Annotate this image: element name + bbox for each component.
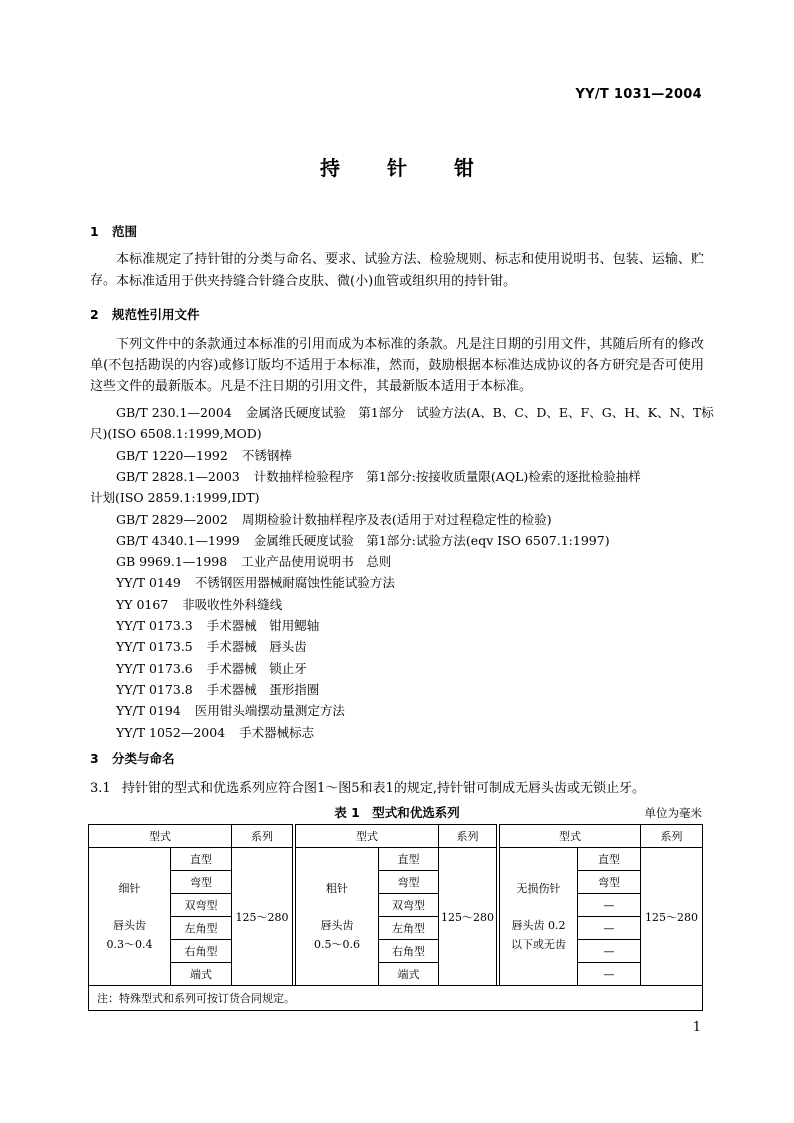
clause-3-1-text: 持针钳的型式和优选系列应符合图1～图5和表1的规定,持针钳可制成无唇头齿或无锁止牙。 [122, 781, 645, 796]
tooth-range: 0.5～0.6 [314, 938, 360, 951]
clause-3-1-number: 3.1 [90, 781, 111, 796]
tooth-label: 唇头齿 0.2 [511, 919, 566, 932]
reference-item [116, 595, 282, 613]
reference-code: GB/T 4340.1—1999 [116, 532, 240, 548]
reference-title: 工业产品使用说明书 总则 [241, 554, 392, 570]
subtype-cell: 右角型 [379, 940, 439, 963]
tooth-label: 唇头齿 [320, 919, 354, 932]
header-series: 系列 [439, 825, 497, 848]
header-series: 系列 [232, 825, 293, 848]
tooth-range: 以下或无齿 [511, 938, 566, 951]
reference-code: YY/T 0173.6 [116, 660, 193, 676]
series-cell: 125～280 [232, 848, 293, 986]
reference-title: 手术器械 钳用鳃轴 [206, 618, 320, 633]
header-type: 型式 [500, 825, 641, 848]
reference-item [116, 637, 307, 655]
reference-item [116, 510, 552, 528]
subtype-cell: 双弯型 [379, 894, 439, 917]
reference-item [116, 659, 307, 677]
reference-code: YY/T 0173.3 [116, 618, 193, 633]
reference-code: YY/T 0173.5 [116, 639, 193, 655]
reference-title: 周期检验计数抽样程序及表(适用于对过程稳定性的检验) [241, 511, 552, 527]
subtype-cell: 左角型 [171, 917, 232, 940]
reference-item [116, 701, 345, 719]
type-series-table [88, 824, 703, 1011]
subtype-cell: 弯型 [578, 871, 641, 894]
reference-item [116, 403, 714, 421]
group-name-cell [296, 848, 379, 986]
subtype-cell: — [578, 917, 641, 940]
header-type: 型式 [89, 825, 232, 848]
subtype-cell: 左角型 [379, 917, 439, 940]
reference-title: 手术器械 锁止牙 [206, 660, 307, 676]
reference-title: 金属维氏硬度试验 第1部分:试验方法(eqv ISO 6507.1:1997) [253, 532, 610, 548]
reference-title: 手术器械 唇头齿 [206, 639, 307, 655]
section-2-intro: 下列文件中的条款通过本标准的引用而成为本标准的条款。凡是注日期的引用文件，其随后所有的修改单(不包括勘误的内容)或修订版均不适用于本标准，然而，鼓励根据本标准达成协议的各方研究是否可使用这些文件的最新版本。凡是不注日期的引用文件，其最新版本适用于本标准。 [90, 337, 704, 394]
table-unit: 单位为毫米 [644, 806, 702, 820]
reference-item [116, 573, 395, 591]
section-1-para-1: 本标准规定了持针钳的分类与命名、要求、试验方法、检验规则、标志和使用说明书、包装、运输、贮存。 [90, 252, 704, 288]
reference-item [116, 467, 641, 485]
reference-item [116, 723, 314, 741]
subtype-cell: 双弯型 [171, 894, 232, 917]
subtype-cell: — [578, 894, 641, 917]
subtype-cell: 直型 [171, 848, 232, 871]
reference-title: 非吸收性外科缝线 [182, 596, 283, 612]
reference-title: 手术器械 蛋形指圈 [206, 681, 320, 697]
reference-item [116, 552, 391, 570]
reference-title: 不锈钢棒 [241, 447, 292, 463]
series-cell: 125～280 [641, 848, 703, 986]
subtype-cell: 直型 [379, 848, 439, 871]
header-series: 系列 [641, 825, 703, 848]
reference-title: 计数抽样检验程序 第1部分:按接收质量限(AQL)检索的逐批检验抽样 [253, 468, 641, 484]
reference-code: YY/T 1052—2004 [116, 724, 226, 740]
reference-title: 金属洛氏硬度试验 第1部分 试验方法(A、B、C、D、E、F、G、H、K、N、T标 [245, 405, 714, 420]
reference-code: GB 9969.1—1998 [116, 554, 228, 570]
document-title: 持 针 钳 [320, 156, 494, 180]
clause-3-1 [90, 778, 704, 799]
reference-code: GB/T 2829—2002 [116, 511, 228, 527]
reference-code: GB/T 1220—1992 [116, 447, 228, 463]
reference-code: YY/T 0149 [116, 575, 181, 591]
subtype-cell: — [578, 963, 641, 986]
tooth-label: 唇头齿 [113, 919, 146, 932]
reference-title: 不锈钢医用器械耐腐蚀性能试验方法 [194, 575, 395, 591]
group-name: 无损伤针 [516, 882, 561, 895]
group-name-cell [89, 848, 171, 986]
table-caption: 表 1 型式和优选系列 [334, 805, 460, 820]
reference-item [116, 446, 292, 464]
reference-code: GB/T 230.1—2004 [116, 405, 232, 420]
section-3-heading: 3 分类与命名 [90, 751, 175, 766]
table-note: 注：特殊型式和系列可按订货合同规定。 [89, 986, 703, 1011]
reference-code: YY 0167 [116, 596, 169, 612]
group-name-cell [500, 848, 578, 986]
series-cell: 125～280 [439, 848, 497, 986]
reference-title: 手术器械标志 [239, 724, 315, 740]
reference-continuation: 计划(ISO 2859.1:1999,IDT) [90, 490, 260, 506]
reference-item [116, 616, 319, 634]
subtype-cell: 直型 [578, 848, 641, 871]
reference-item [116, 680, 319, 698]
group-name: 细针 [118, 882, 141, 895]
page-number: 1 [692, 1020, 701, 1035]
subtype-cell: 端式 [379, 963, 439, 986]
reference-code: GB/T 2828.1—2003 [116, 468, 240, 484]
section-2-heading: 2 规范性引用文件 [90, 307, 200, 322]
reference-code: YY/T 0194 [116, 703, 181, 719]
reference-item [116, 531, 610, 549]
reference-title: 医用钳头端摆动量测定方法 [194, 703, 345, 719]
section-1-heading: 1 范围 [90, 224, 138, 239]
subtype-cell: 弯型 [171, 871, 232, 894]
reference-code: YY/T 0173.8 [116, 681, 193, 697]
group-name: 粗针 [326, 882, 348, 895]
subtype-cell: — [578, 940, 641, 963]
standard-number: YY/T 1031—2004 [575, 87, 702, 102]
reference-continuation: 尺)(ISO 6508.1:1999,MOD) [90, 426, 262, 442]
header-type: 型式 [296, 825, 439, 848]
subtype-cell: 端式 [171, 963, 232, 986]
subtype-cell: 右角型 [171, 940, 232, 963]
subtype-cell: 弯型 [379, 871, 439, 894]
section-1-para-2: 本标准适用于供夹持缝合针缝合皮肤、微(小)血管或组织用的持针钳。 [116, 274, 517, 289]
tooth-range: 0.3～0.4 [106, 938, 153, 951]
